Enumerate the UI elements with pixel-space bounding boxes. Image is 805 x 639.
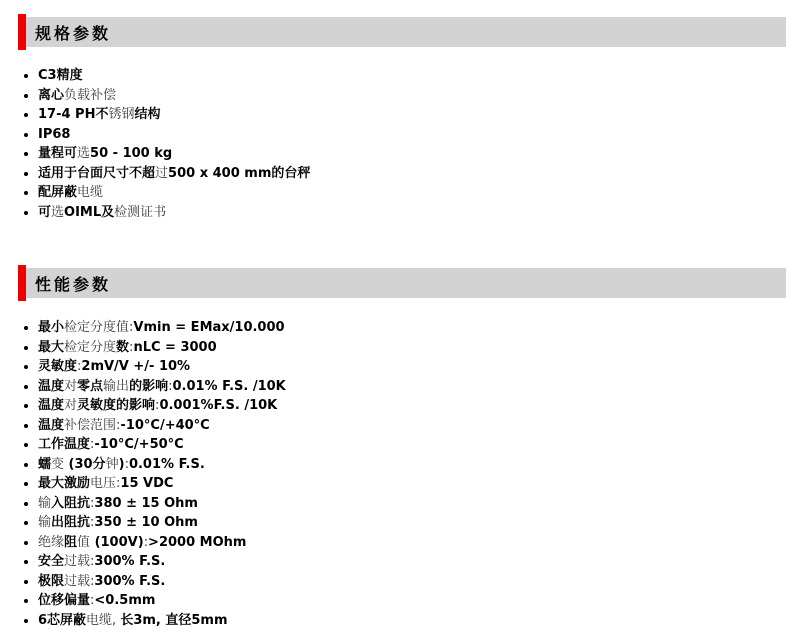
text-run-bold: 数: [116, 339, 130, 355]
text-run-bold: 灵敏度: [38, 359, 78, 374]
text-run-bold: ): [118, 456, 125, 472]
text-run-bold: 可: [38, 204, 52, 220]
text-run-bold: 6芯屏蔽: [38, 612, 87, 628]
text-run-bold: nLC = 3000: [133, 339, 217, 355]
text-run-bold: 0.001%F.S. /10K: [159, 398, 278, 413]
text-run-bold: 量程可: [38, 146, 78, 161]
text-run-bold: 500 x 400 mm的台秤: [168, 165, 311, 181]
list-item: [38, 144, 785, 164]
list-item: [38, 318, 785, 338]
spec-page: [0, 14, 805, 639]
text-run-light: 负载补偿: [64, 87, 117, 103]
section-header-performance: [18, 265, 786, 301]
text-run-bold: OIML及: [64, 204, 115, 220]
text-run-bold: 温度: [38, 417, 65, 433]
text-run-bold: 温度: [38, 398, 65, 413]
text-run-light: 钟: [105, 456, 119, 472]
text-run-bold: (100V): [90, 534, 144, 550]
list-item: [38, 164, 785, 184]
text-run-bold: 长3m, 直径5mm: [120, 612, 228, 628]
text-run-light: :: [77, 359, 82, 374]
section-header-specifications: [18, 14, 786, 50]
text-run-bold: (30分: [64, 456, 106, 472]
text-run-light: :: [116, 476, 121, 491]
text-run-light: 电缆: [77, 185, 104, 200]
specifications-list: [0, 66, 785, 222]
list-item: [38, 435, 785, 455]
text-run-bold: 0.01% F.S. /10K: [172, 378, 286, 394]
text-run-bold: 0.01% F.S.: [128, 456, 205, 472]
text-run-light: 过载: [64, 554, 91, 569]
text-run-bold: 工作温度: [38, 437, 91, 452]
list-item: [38, 455, 785, 475]
performance-list: [0, 318, 785, 630]
section-title: 性能参数: [35, 274, 112, 294]
text-run-bold: 蠕: [38, 456, 52, 472]
text-run-bold: 灵敏度的影响: [77, 398, 156, 413]
text-run-bold: 15 VDC: [120, 476, 174, 491]
text-run-bold: 安全: [38, 554, 65, 569]
text-run-light: 选: [77, 146, 91, 161]
text-run-bold: 2mV/V +/- 10%: [81, 359, 191, 374]
text-run-light: :: [90, 515, 95, 530]
text-run-light: 变: [51, 456, 65, 472]
text-run-light: 锈钢: [108, 107, 135, 122]
text-run-light: 检测证书: [114, 204, 167, 220]
text-run-light: 输: [38, 495, 52, 511]
text-run-light: 值: [77, 534, 91, 550]
text-run-bold: -10°C/+50°C: [94, 437, 184, 452]
list-item: [38, 416, 785, 436]
text-run-light: 电压: [90, 476, 117, 491]
text-run-light: 电缆,: [86, 612, 121, 628]
list-item: [38, 203, 785, 223]
text-run-bold: >2000 MOhm: [148, 534, 247, 550]
text-run-light: 输出: [103, 378, 130, 394]
text-run-light: 补偿范围: [64, 417, 117, 433]
text-run-light: :: [90, 554, 95, 569]
text-run-bold: 17-4 PH不: [38, 107, 109, 122]
text-run-light: 绝缘: [38, 534, 65, 550]
list-item: [38, 591, 785, 611]
section-title: 规格参数: [35, 23, 112, 43]
list-item: [38, 396, 785, 416]
list-item: [38, 513, 785, 533]
text-run-bold: 最大激励: [38, 476, 91, 491]
text-run-bold: 的影响: [129, 378, 169, 394]
text-run-bold: 350 ± 10 Ohm: [94, 515, 198, 530]
text-run-bold: 最小: [38, 320, 65, 335]
list-item: [38, 494, 785, 514]
text-run-light: :: [155, 398, 160, 413]
text-run-bold: -10°C/+40°C: [120, 417, 210, 433]
text-run-light: 检定分度值: [64, 320, 130, 335]
text-run-bold: IP68: [38, 126, 71, 142]
text-run-bold: 离心: [38, 87, 65, 103]
text-run-bold: 温度: [38, 378, 65, 394]
text-run-light: :: [129, 339, 134, 355]
list-item: [38, 474, 785, 494]
text-run-light: :: [90, 573, 95, 589]
section-header-band: [26, 268, 786, 298]
list-item: [38, 572, 785, 592]
text-run-light: :: [124, 456, 129, 472]
list-item: [38, 357, 785, 377]
text-run-light: 过载: [64, 573, 91, 589]
list-item: [38, 86, 785, 106]
text-run-bold: 入阻抗: [51, 495, 91, 511]
text-run-light: 对: [64, 378, 78, 394]
text-run-light: 对: [64, 398, 78, 413]
text-run-bold: 出阻抗: [51, 515, 91, 530]
text-run-light: 选: [51, 204, 65, 220]
text-run-bold: 位移偏量: [38, 593, 91, 608]
text-run-light: :: [143, 534, 149, 550]
text-run-bold: 极限: [38, 573, 65, 589]
text-run-light: 过: [155, 165, 169, 181]
text-run-bold: C3精度: [38, 68, 83, 83]
text-run-light: 输: [38, 515, 52, 530]
text-run-bold: 300% F.S.: [94, 554, 166, 569]
text-run-bold: 最大: [38, 339, 65, 355]
text-run-bold: 380 ± 15 Ohm: [94, 495, 198, 511]
list-item: [38, 552, 785, 572]
text-run-bold: 300% F.S.: [94, 573, 166, 589]
text-run-bold: 配屏蔽: [38, 185, 78, 200]
text-run-bold: Vmin = EMax/10.000: [133, 320, 285, 335]
text-run-bold: 50 - 100 kg: [90, 146, 173, 161]
list-item: [38, 105, 785, 125]
text-run-bold: 阻: [64, 534, 78, 550]
text-run-bold: 结构: [134, 107, 161, 122]
text-run-light: :: [129, 320, 134, 335]
red-accent-bar: [18, 265, 26, 301]
text-run-bold: 零点: [77, 378, 104, 394]
text-run-light: :: [116, 417, 121, 433]
text-run-light: 检定分度: [64, 339, 117, 355]
list-item: [38, 611, 785, 631]
text-run-bold: 适用于台面尺寸不超: [38, 165, 156, 181]
red-accent-bar: [18, 14, 26, 50]
text-run-bold: <0.5mm: [94, 593, 156, 608]
list-item: [38, 338, 785, 358]
text-run-light: :: [168, 378, 173, 394]
list-item: [38, 377, 785, 397]
text-run-light: :: [90, 437, 95, 452]
list-item: [38, 183, 785, 203]
text-run-light: :: [90, 593, 95, 608]
list-item: [38, 533, 785, 553]
section-header-band: [26, 17, 786, 47]
list-item: [38, 66, 785, 86]
list-item: [38, 125, 785, 145]
text-run-light: :: [90, 495, 95, 511]
